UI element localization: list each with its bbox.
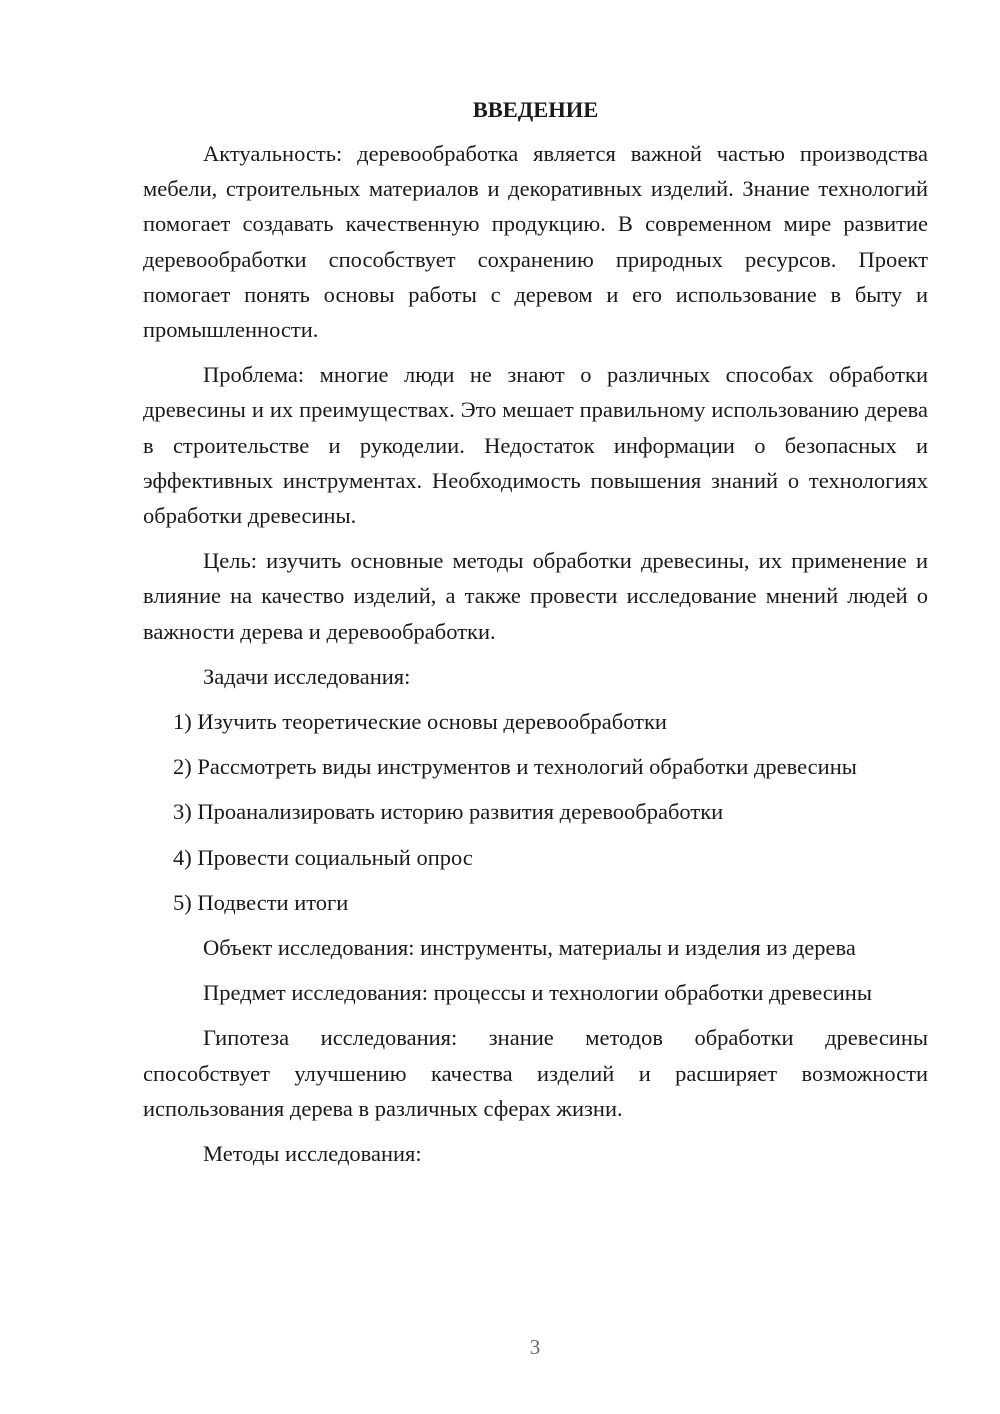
methods-heading: Методы исследования: (203, 1141, 422, 1167)
task-item-1: 1) Изучить теоретические основы деревообработки (173, 709, 667, 735)
paragraph-relevance: Актуальность: деревообработка является важной частью производства мебели, строительных материалов и декоративных изделий. Знание технологий помогает создавать качественную продукцию. В современном мире развитие деревообработки способствует сохранению природных ресурсов. Проект помогает понять основы работы с деревом и его использование в быту и промышленности. (143, 141, 928, 343)
page-number: 3 (529, 1335, 541, 1359)
task-item-4: 4) Провести социальный опрос (173, 844, 473, 870)
tasks-heading: Задачи исследования: (203, 663, 411, 689)
paragraph-problem: Проблема: многие люди не знают о различных способах обработки древесины и их преимуществах. Это мешает правильному использованию дерева в строительстве и рукоделии. Недостаток информации о безопасных и эффективных инструментах. Необходимость повышения знаний о технологиях обработки древесины. (143, 362, 928, 529)
task-item-5: 5) Подвести итоги (173, 889, 349, 915)
paragraph-goal: Цель: изучить основные методы обработки древесины, их применение и влияние на качество изделий, а также провести исследование мнений людей о важности дерева и деревообработки. (143, 548, 928, 644)
section-title: ВВЕДЕНИЕ (472, 97, 599, 122)
paragraph-hypothesis: Гипотеза исследования: знание методов обработки древесины способствует улучшению качества изделий и расширяет возможности использования дерева в различных сферах жизни. (143, 1025, 928, 1121)
paragraph-subject: Предмет исследования: процессы и технологии обработки древесины (203, 980, 872, 1006)
task-item-3: 3) Проанализировать историю развития деревообработки (173, 799, 724, 825)
page-body (143, 92, 928, 1181)
task-item-2: 2) Рассмотреть виды инструментов и технологий обработки древесины (173, 754, 857, 780)
paragraph-object: Объект исследования: инструменты, материалы и изделия из дерева (203, 935, 856, 961)
